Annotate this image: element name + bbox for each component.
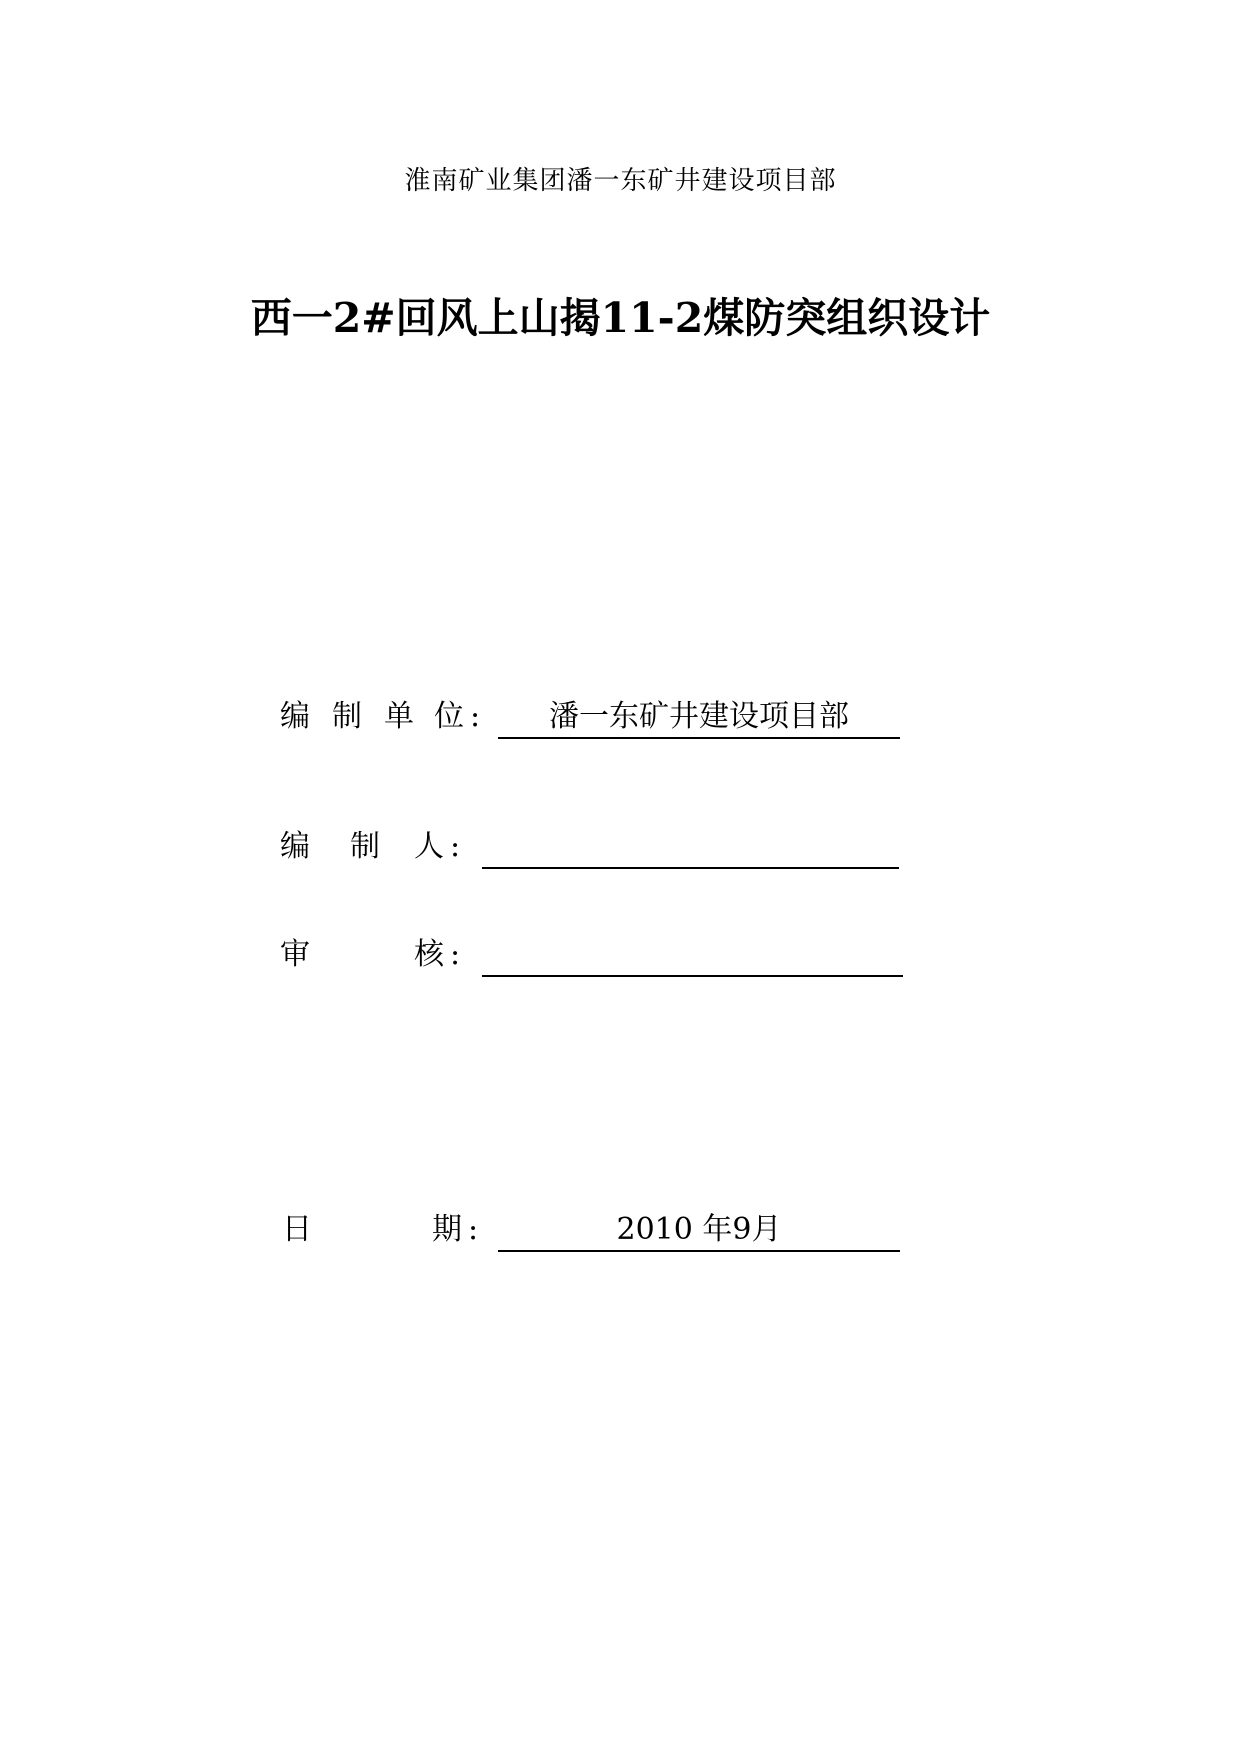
document-title: 西一2#回风上山揭11-2煤防突组织设计 [250, 294, 991, 342]
date-field[interactable] [498, 1210, 900, 1252]
unit-colon: : [470, 699, 481, 734]
unit-value: 潘一东矿井建设项目部 [549, 699, 849, 734]
author-label-char-3: 人 [414, 829, 444, 864]
organization-header: 淮南矿业集团潘一东矿井建设项目部 [404, 166, 837, 196]
unit-field[interactable] [498, 697, 900, 739]
review-label-char-2: 核 [414, 937, 444, 972]
author-field[interactable] [482, 827, 899, 869]
date-label-char-2: 期 [432, 1212, 462, 1247]
unit-label-char-3: 单 [384, 699, 414, 734]
review-label-char-1: 审 [280, 937, 310, 972]
date-colon: : [468, 1212, 479, 1247]
date-label-char-1: 日 [282, 1212, 312, 1247]
unit-label-char-2: 制 [332, 699, 362, 734]
date-value: 2010 年9月 [616, 1212, 782, 1247]
unit-label-char-1: 编 [280, 699, 310, 734]
review-field[interactable] [482, 935, 903, 977]
author-label-char-2: 制 [350, 829, 380, 864]
unit-label-char-4: 位 [434, 699, 464, 734]
review-colon: : [450, 937, 461, 972]
author-colon: : [450, 829, 461, 864]
author-label-char-1: 编 [280, 829, 310, 864]
